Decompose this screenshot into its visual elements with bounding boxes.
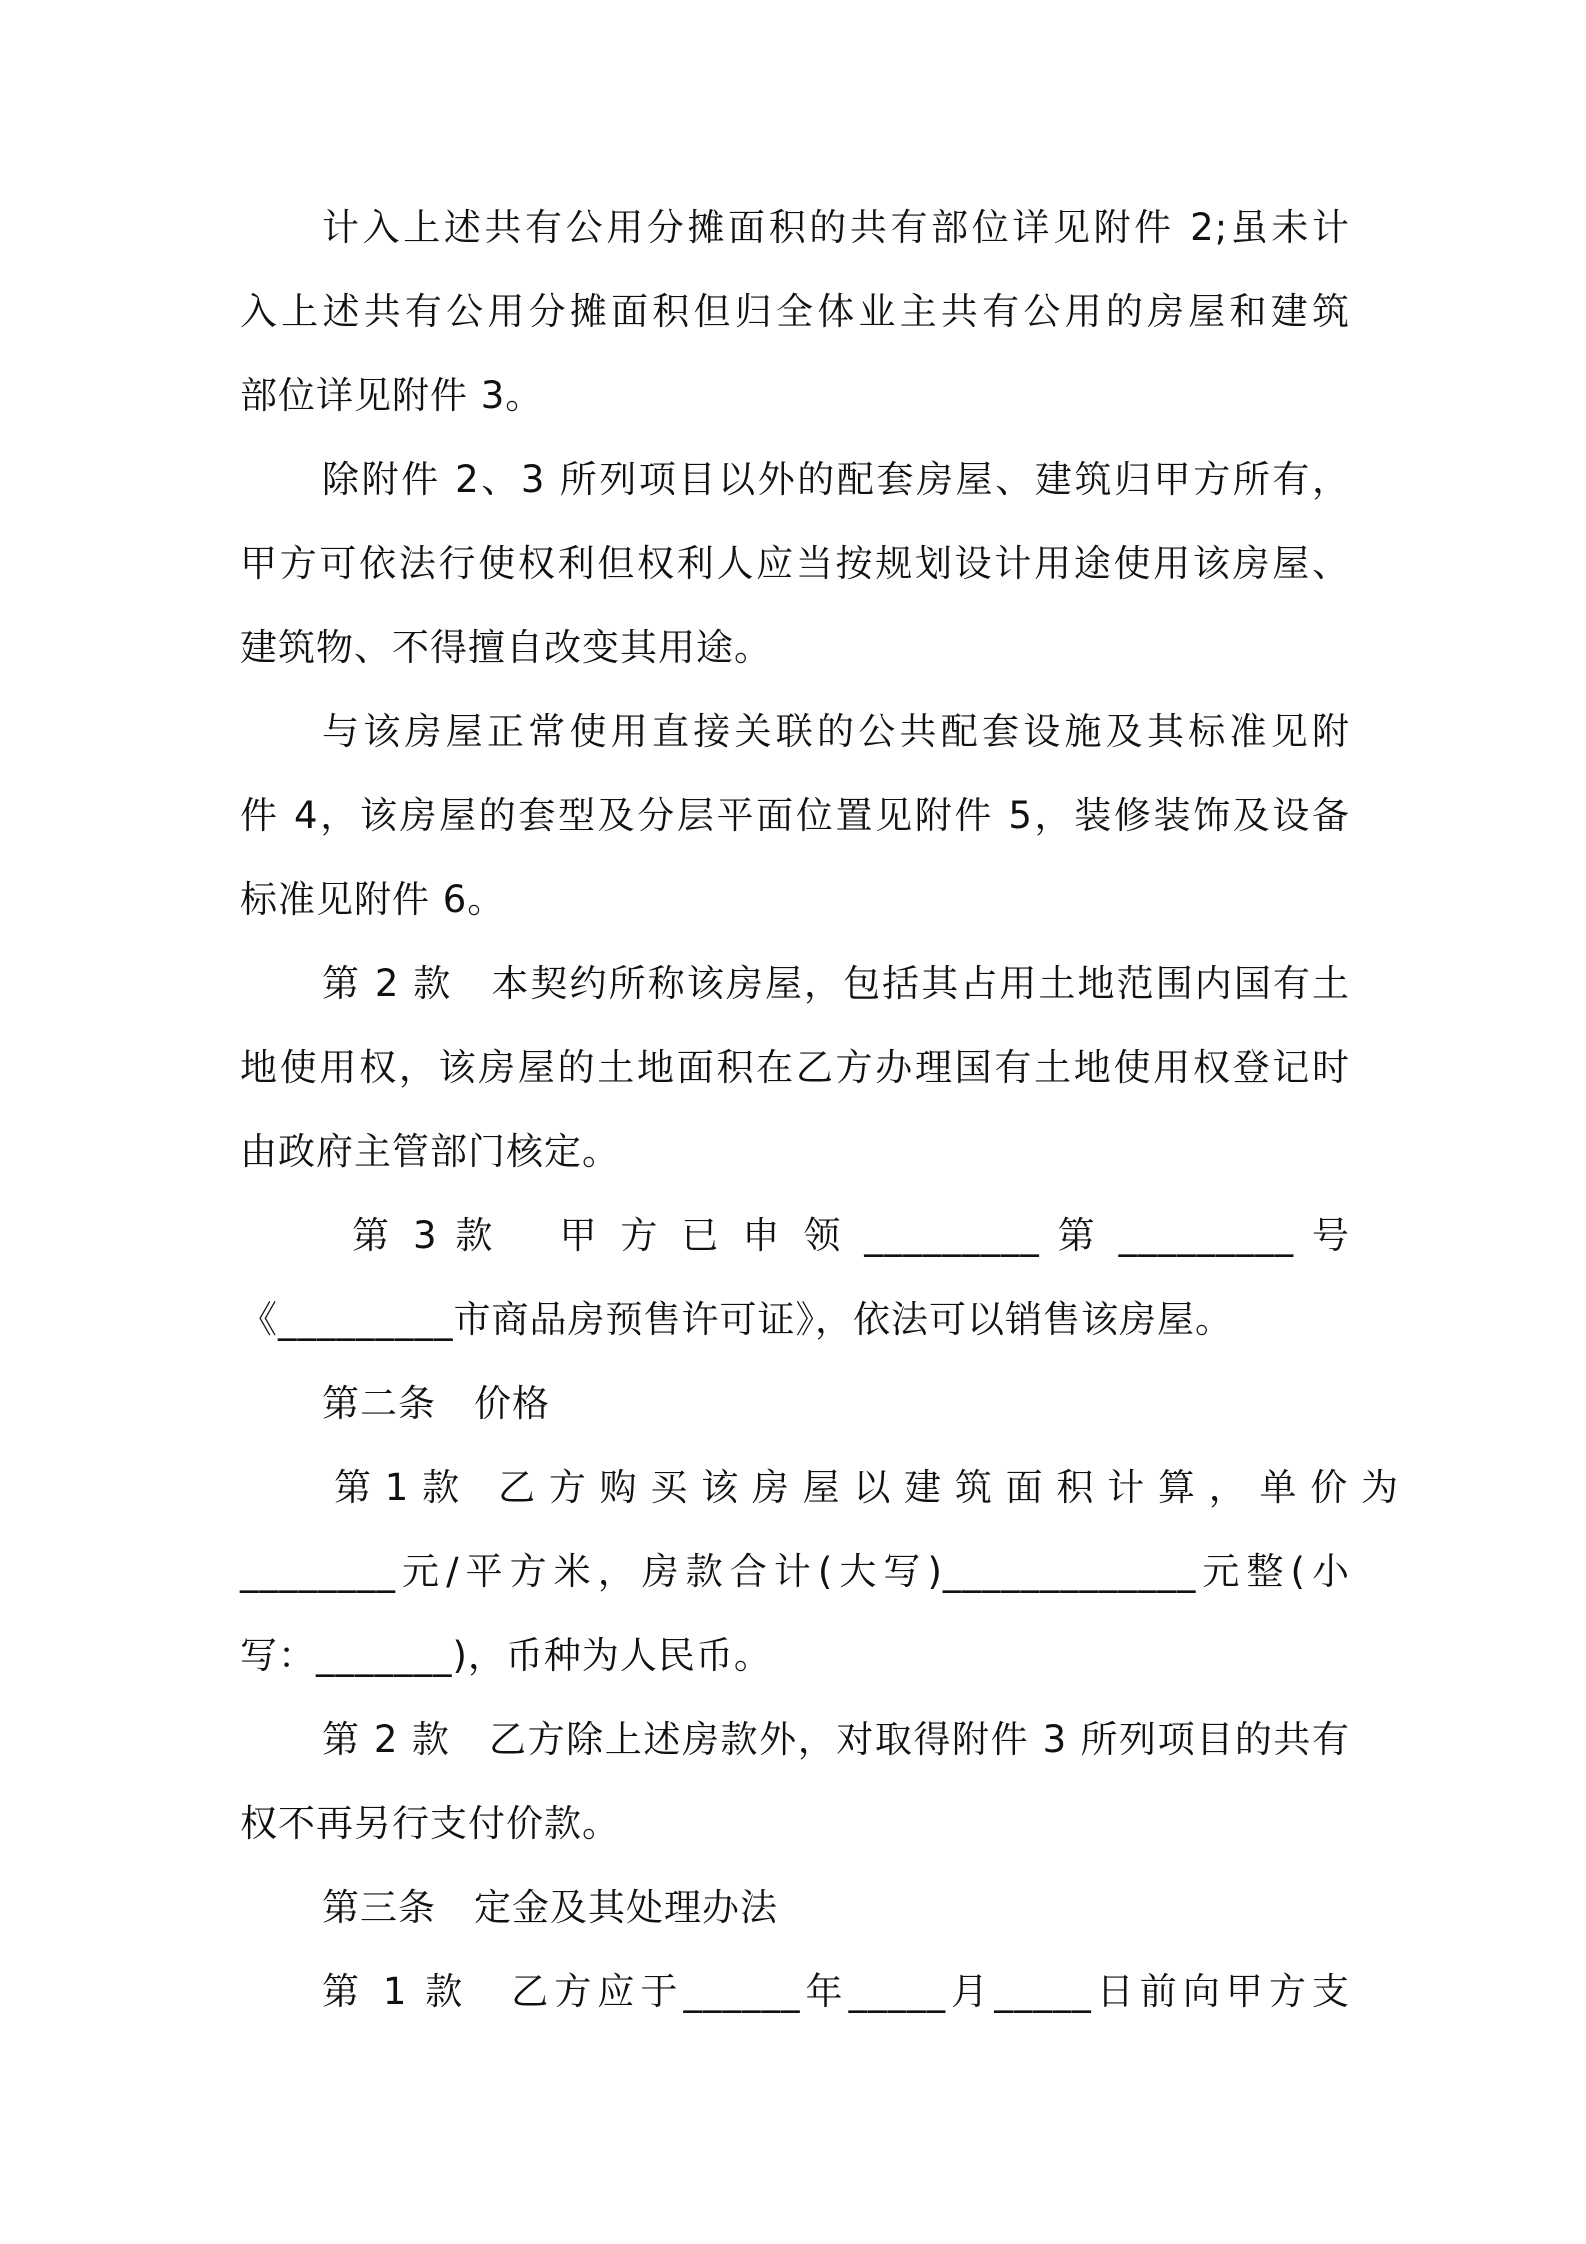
text-line: 由政府主管部门核定。: [240, 1130, 620, 1173]
text-line: 除附件 2、3 所列项目以外的配套房屋、建筑归甲方所有，: [322, 458, 1350, 501]
text-line: 第 2 款 乙方除上述房款外，对取得附件 3 所列项目的共有: [322, 1718, 1350, 1761]
text-line: ________元/平方米，房款合计(大写)_____________元整(小: [240, 1550, 1350, 1593]
text-line: 建筑物、不得擅自改变其用途。: [240, 626, 772, 669]
text-line: 地使用权，该房屋的土地面积在乙方办理国有土地使用权登记时: [240, 1046, 1350, 1089]
text-line: 入上述共有公用分摊面积但归全体业主共有公用的房屋和建筑: [240, 290, 1350, 333]
text-line: 第 1 款 乙方应于______年_____月_____日前向甲方支: [322, 1970, 1350, 2013]
text-line: 甲方可依法行使权利但权利人应当按规划设计用途使用该房屋、: [240, 542, 1350, 585]
text-line: 与该房屋正常使用直接关联的公共配套设施及其标准见附: [322, 710, 1350, 753]
text-line: 标准见附件 6。: [240, 878, 506, 921]
text-line: 部位详见附件 3。: [240, 374, 544, 417]
section-heading: 第二条 价格: [322, 1382, 550, 1425]
text-line: 权不再另行支付价款。: [240, 1802, 620, 1845]
text-line: 第 2 款 本契约所称该房屋，包括其占用土地范围内国有土: [322, 962, 1350, 1005]
text-line: 第 1 款 乙 方 购 买 该 房 屋 以 建 筑 面 积 计 算 ， 单 价 为: [334, 1466, 1400, 1509]
text-line: 件 4，该房屋的套型及分层平面位置见附件 5，装修装饰及设备: [240, 794, 1350, 837]
text-line: 写：_______)，币种为人民币。: [240, 1634, 772, 1677]
section-heading: 第三条 定金及其处理办法: [322, 1886, 778, 1929]
text-line: 计入上述共有公用分摊面积的共有部位详见附件 2;虽未计: [322, 206, 1350, 249]
text-line: 《_________市商品房预售许可证》，依法可以销售该房屋。: [240, 1298, 1233, 1341]
text-line: 第 3 款 甲 方 已 申 领 _________ 第 _________ 号: [352, 1214, 1350, 1257]
